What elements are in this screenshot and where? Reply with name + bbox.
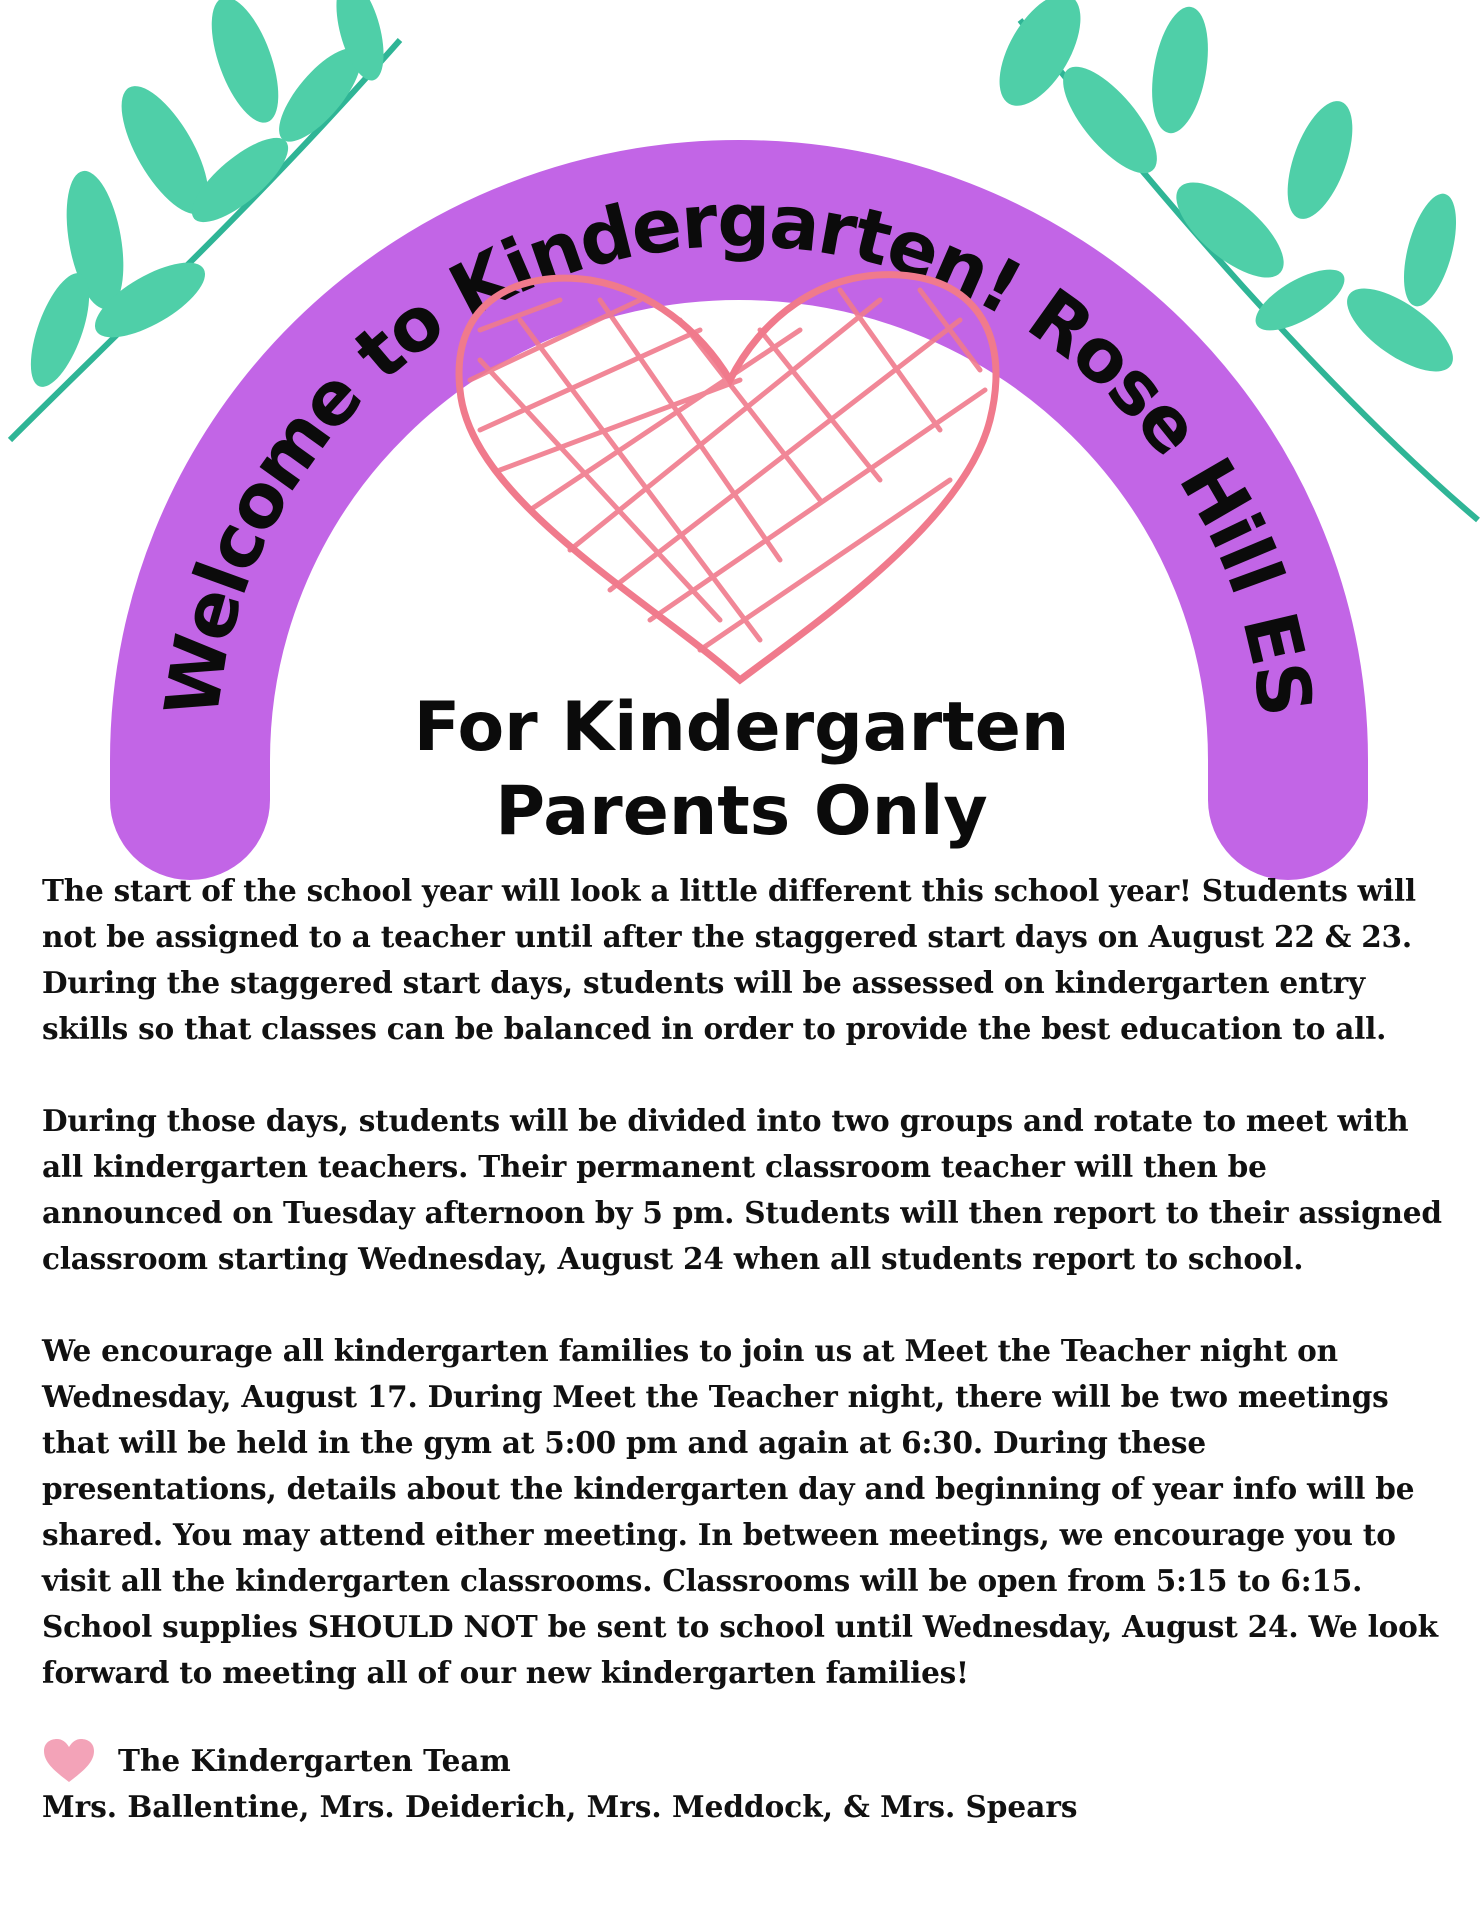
arc-title-text: Welcome to Kindergarten! Rose Hill ES (148, 177, 1329, 723)
subtitle-line-1: For Kindergarten (413, 688, 1070, 767)
signature-team-row (42, 1738, 1442, 1784)
signature-team: The Kindergarten Team (118, 1743, 511, 1778)
signature-block (42, 1738, 1442, 1830)
arc-title (149, 178, 1329, 723)
paragraph-3: We encourage all kindergarten families to join us at Meet the Teacher night on Wednesday, August 17. During Meet the Teacher night, there will be two meetings that will be held in the gym at 5:00 pm and again at 6:30. During these presentations, details about the kindergarten day and beginning of year info will be shared. You may attend either meeting. In between meetings, we encourage you to visit all the kindergarten classrooms. Classrooms will be open from 5:15 to 6:15. School supplies SHOULD NOT be sent to school until Wednesday, August 24. We look forward to meeting all of our new kindergarten families! (42, 1333, 1438, 1690)
heart-icon (42, 1738, 96, 1784)
signature-names: Mrs. Ballentine, Mrs. Deiderich, Mrs. Meddock, & Mrs. Spears (42, 1789, 1078, 1824)
letter-body (42, 868, 1442, 1742)
paragraph-1: The start of the school year will look a little different this school year! Students will not be assigned to a teacher until after the staggered start days on August 22 & 23. During the staggered start days, students will be assessed on kindergarten entry skills so that classes can be balanced in order to provide the best education to all. (42, 873, 1416, 1046)
paragraph-2: During those days, students will be divided into two groups and rotate to meet with all kindergarten teachers. Their permanent classroom teacher will then be announced on Tuesday afternoon by 5 pm. Students will then report to their assigned classroom starting Wednesday, August 24 when all students report to school. (42, 1103, 1442, 1276)
subtitle-line-2: Parents Only (495, 772, 988, 851)
